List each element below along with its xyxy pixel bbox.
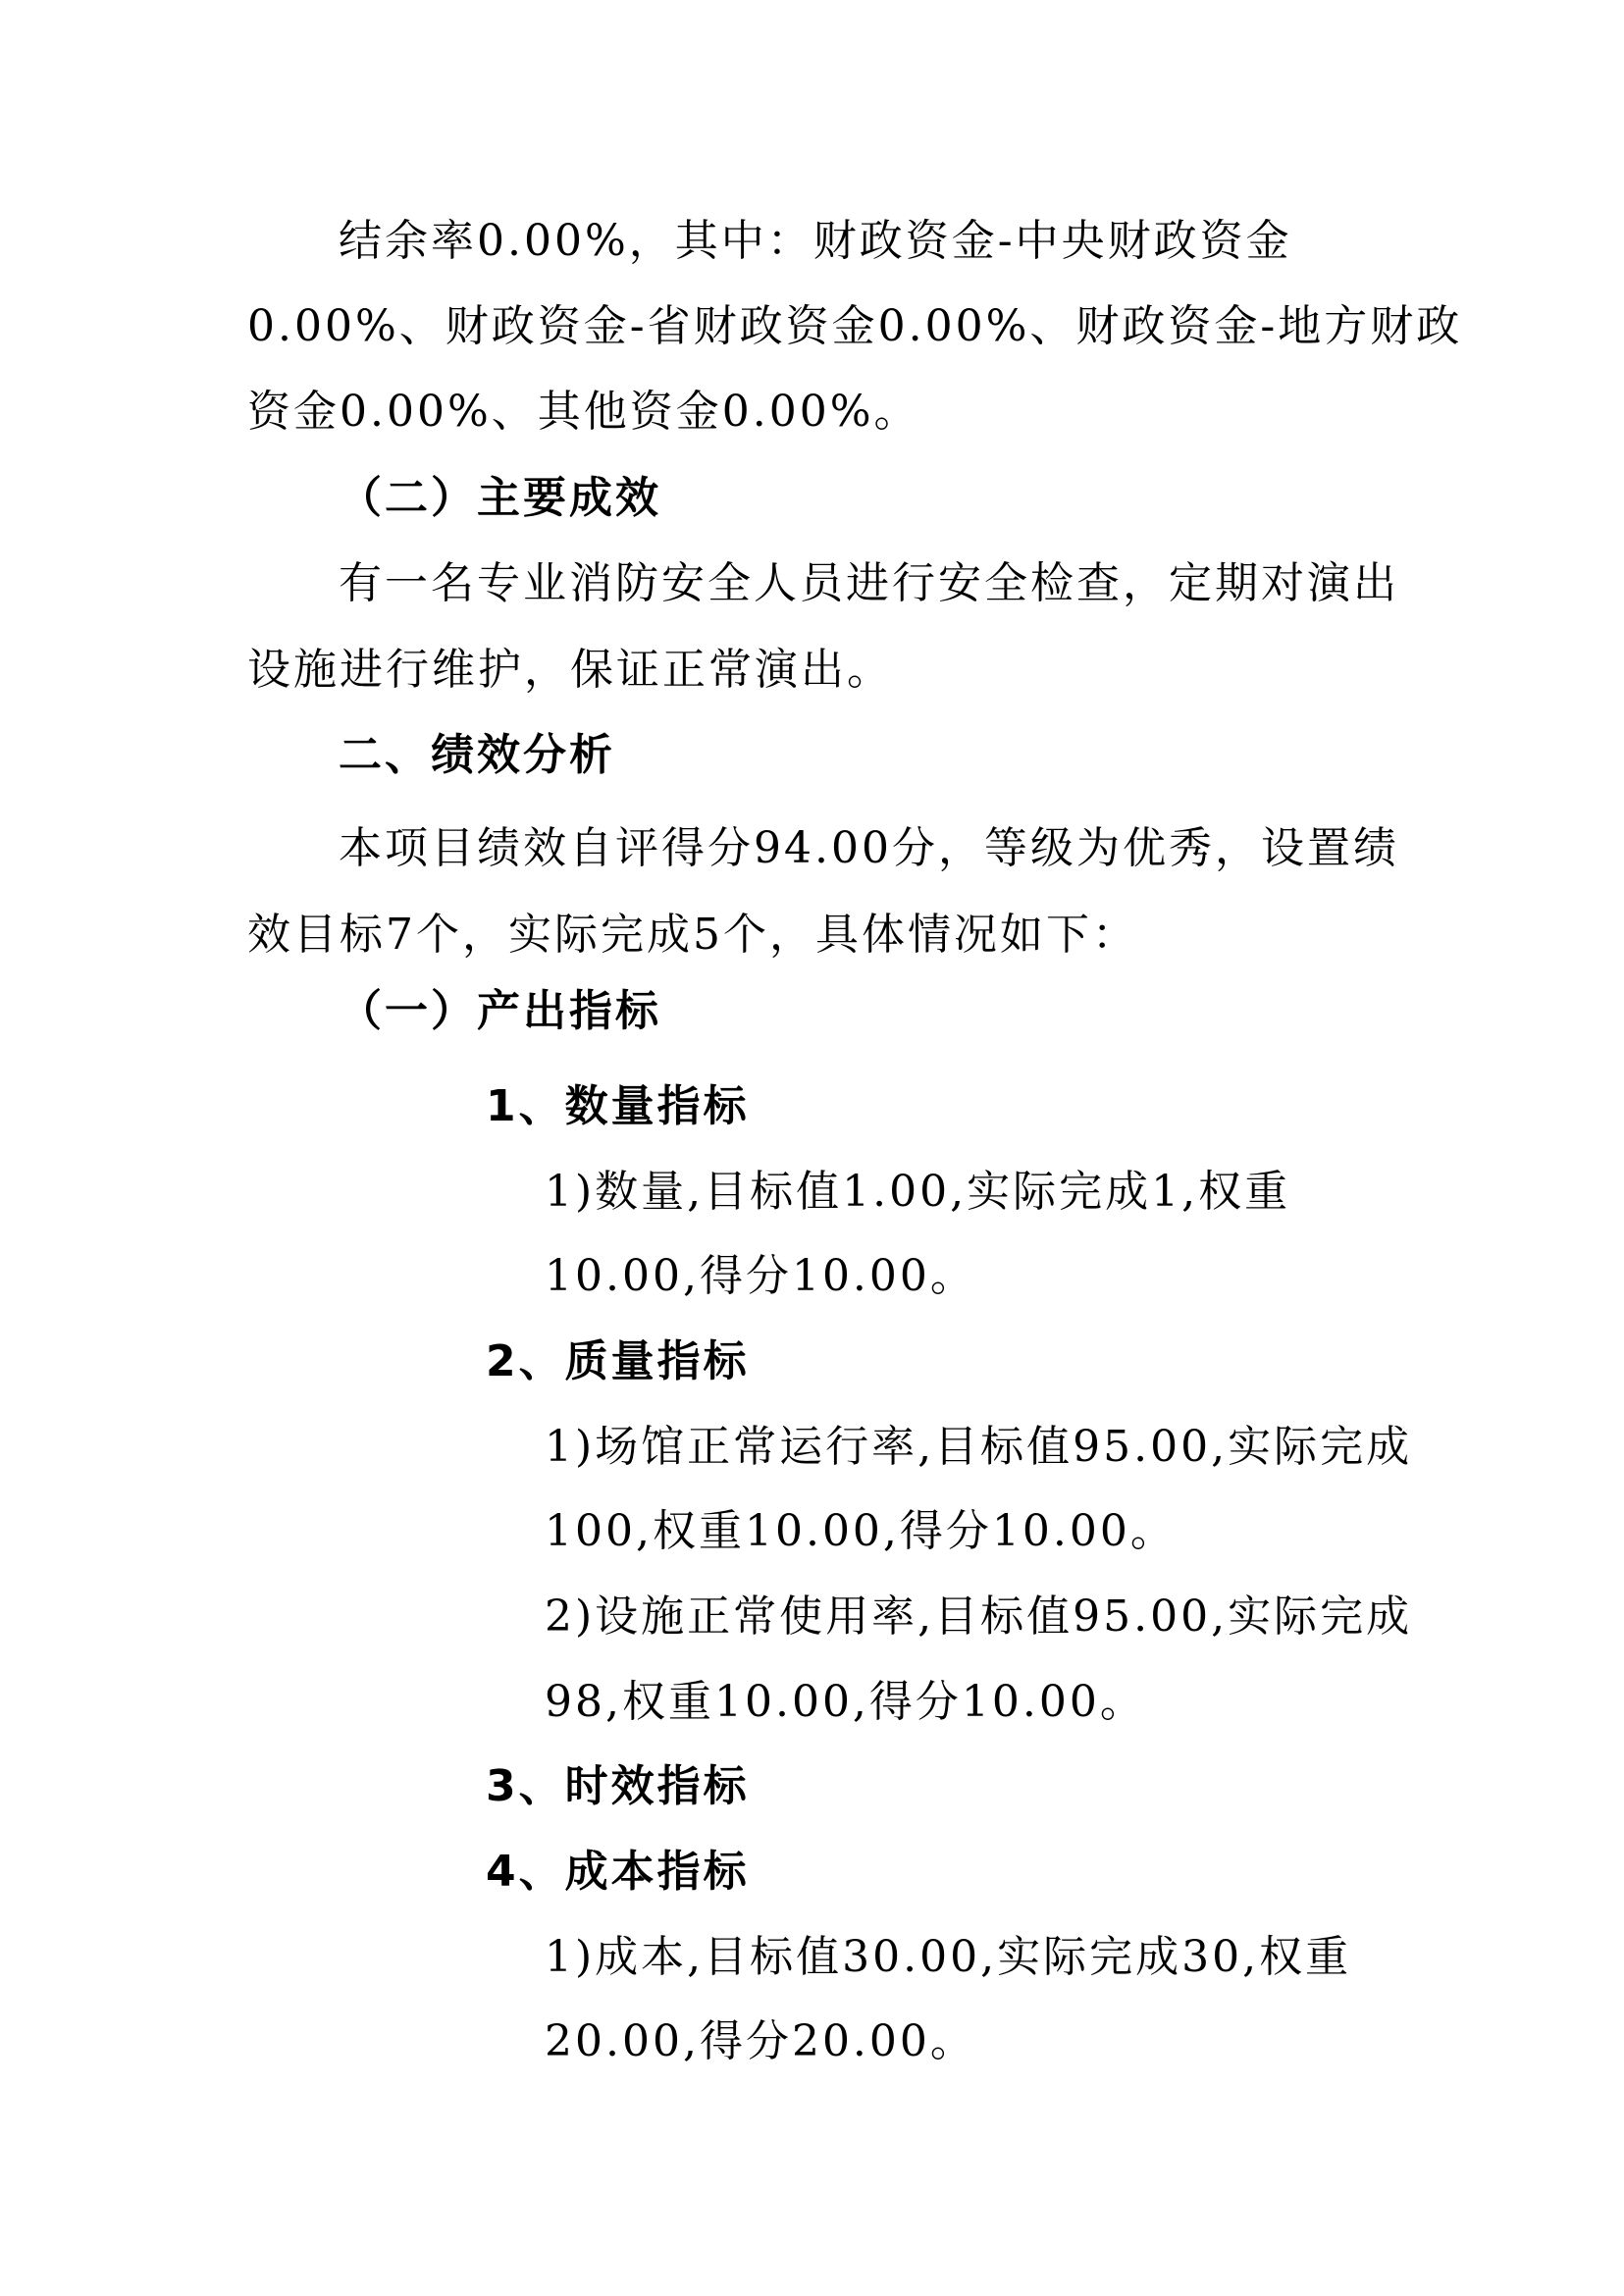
item-cost-1-cont: 20.00,得分20.00。 bbox=[545, 2016, 976, 2066]
paragraph-balance-rate-end: 资金0.00%、其他资金0.00%。 bbox=[247, 387, 920, 437]
heading-performance-analysis: 二、绩效分析 bbox=[339, 730, 615, 780]
item-quality-2-cont: 98,权重10.00,得分10.00。 bbox=[545, 1677, 1146, 1727]
heading-timeliness-indicators: 3、时效指标 bbox=[486, 1761, 750, 1811]
item-quantity-1-cont: 10.00,得分10.00。 bbox=[545, 1251, 976, 1301]
item-quality-1-cont: 100,权重10.00,得分10.00。 bbox=[545, 1506, 1177, 1556]
paragraph-balance-rate-cont: 0.00%、财政资金-省财政资金0.00%、财政资金-地方财政 bbox=[247, 301, 1463, 351]
paragraph-main-results-end: 设施进行维护，保证正常演出。 bbox=[247, 645, 893, 695]
heading-quality-indicators: 2、质量指标 bbox=[486, 1336, 750, 1386]
heading-quantity-indicators: 1、数量指标 bbox=[486, 1081, 750, 1131]
paragraph-main-results: 有一名专业消防安全人员进行安全检查，定期对演出 bbox=[339, 558, 1399, 608]
heading-output-indicators: （一）产出指标 bbox=[339, 986, 661, 1036]
item-quantity-1: 1)数量,目标值1.00,实际完成1,权重 bbox=[545, 1167, 1291, 1217]
heading-main-results: （二）主要成效 bbox=[339, 473, 661, 523]
paragraph-self-evaluation: 本项目绩效自评得分94.00分，等级为优秀，设置绩 bbox=[339, 823, 1399, 873]
item-cost-1: 1)成本,目标值30.00,实际完成30,权重 bbox=[545, 1932, 1352, 1982]
paragraph-balance-rate: 结余率0.00%，其中：财政资金-中央财政资金 bbox=[339, 216, 1292, 266]
item-quality-1: 1)场馆正常运行率,目标值95.00,实际完成 bbox=[545, 1422, 1413, 1472]
item-quality-2: 2)设施正常使用率,目标值95.00,实际完成 bbox=[545, 1592, 1413, 1642]
heading-cost-indicators: 4、成本指标 bbox=[486, 1847, 750, 1897]
paragraph-self-evaluation-end: 效目标7个，实际完成5个，具体情况如下： bbox=[247, 910, 1138, 960]
